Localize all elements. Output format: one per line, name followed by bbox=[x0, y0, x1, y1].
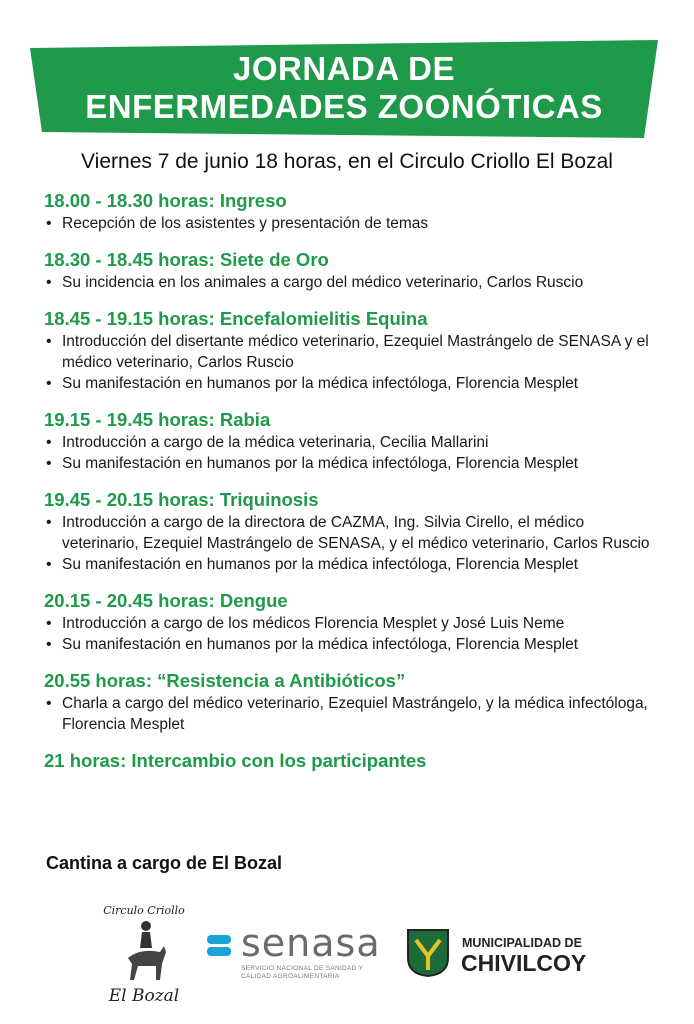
list-item: • Introducción a cargo de la médica veterinaria, Cecilia Mallarini bbox=[44, 432, 664, 453]
circulo-criollo-logo bbox=[96, 896, 192, 1012]
section-items bbox=[44, 432, 664, 474]
list-item: • Su incidencia en los animales a cargo del médico veterinario, Carlos Ruscio bbox=[44, 272, 664, 293]
schedule-section bbox=[44, 407, 664, 474]
chivilcoy-line-1: MUNICIPALIDAD DE bbox=[462, 936, 582, 950]
chivilcoy-line-2: CHIVILCOY bbox=[461, 950, 587, 976]
section-title: 18.00 - 18.30 horas: Ingreso bbox=[44, 190, 287, 211]
title-banner bbox=[30, 40, 658, 138]
schedule-section bbox=[44, 588, 664, 655]
schedule-section bbox=[44, 668, 664, 735]
section-items bbox=[44, 512, 664, 575]
chivilcoy-shield-icon bbox=[406, 928, 450, 978]
cantina-note: Cantina a cargo de El Bozal bbox=[46, 853, 283, 873]
chivilcoy-logo bbox=[406, 928, 606, 980]
section-items bbox=[44, 613, 664, 655]
section-title: 20.55 horas: “Resistencia a Antibióticos” bbox=[44, 670, 406, 691]
title-line-2: ENFERMEDADES ZOONÓTICAS bbox=[85, 88, 603, 125]
program-schedule bbox=[44, 188, 664, 773]
section-items bbox=[44, 272, 664, 293]
list-item: • Su manifestación en humanos por la médica infectóloga, Florencia Mesplet bbox=[44, 373, 664, 394]
bozal-logo-bottom-text: El Bozal bbox=[108, 986, 180, 1006]
title-line-1: JORNADA DE bbox=[233, 50, 455, 87]
closing-item: 21 horas: Intercambio con los participantes bbox=[44, 750, 427, 771]
schedule-section bbox=[44, 188, 664, 234]
list-item: • Su manifestación en humanos por la médica infectóloga, Florencia Mesplet bbox=[44, 634, 664, 655]
list-item: • Recepción de los asistentes y presentación de temas bbox=[44, 213, 664, 234]
bozal-logo-top-text: Circulo Criollo bbox=[103, 904, 185, 917]
schedule-section bbox=[44, 306, 664, 394]
horse-rider-icon bbox=[120, 918, 170, 988]
list-item: • Su manifestación en humanos por la médica infectóloga, Florencia Mesplet bbox=[44, 453, 664, 474]
section-items bbox=[44, 331, 664, 394]
section-title: 19.45 - 20.15 horas: Triquinosis bbox=[44, 489, 319, 510]
senasa-logo bbox=[205, 921, 390, 985]
senasa-mark-icon bbox=[205, 931, 235, 961]
list-item: • Introducción a cargo de la directora de CAZMA, Ing. Silvia Cirello, el médico veterinario, Ezequiel Mastrángelo de SENASA, y el médico veterinario, Carlos Ruscio bbox=[44, 512, 664, 554]
list-item: • Introducción del disertante médico veterinario, Ezequiel Mastrángelo de SENASA y el médico veterinario, Carlos Ruscio bbox=[44, 331, 664, 373]
section-title: 18.30 - 18.45 horas: Siete de Oro bbox=[44, 249, 329, 270]
section-title: 18.45 - 19.15 horas: Encefalomielitis Equina bbox=[44, 308, 428, 329]
section-items bbox=[44, 213, 664, 234]
senasa-wordmark: senasa bbox=[241, 921, 381, 965]
section-title: 20.15 - 20.45 horas: Dengue bbox=[44, 590, 288, 611]
page-title bbox=[30, 50, 658, 126]
list-item: • Su manifestación en humanos por la médica infectóloga, Florencia Mesplet bbox=[44, 554, 664, 575]
section-items bbox=[44, 693, 664, 735]
schedule-sections bbox=[44, 188, 664, 735]
event-date-location: Viernes 7 de junio 18 horas, en el Circulo Criollo El Bozal bbox=[81, 150, 613, 173]
schedule-section bbox=[44, 247, 664, 293]
senasa-subtitle: SERVICIO NACIONAL DE SANIDAD Y CALIDAD AGROALIMENTARIA bbox=[241, 965, 364, 980]
list-item: • Charla a cargo del médico veterinario, Ezequiel Mastrángelo, y la médica infectóloga, Florencia Mesplet bbox=[44, 693, 664, 735]
schedule-section bbox=[44, 487, 664, 575]
list-item: • Introducción a cargo de los médicos Florencia Mesplet y José Luis Neme bbox=[44, 613, 664, 634]
section-title: 19.15 - 19.45 horas: Rabia bbox=[44, 409, 271, 430]
